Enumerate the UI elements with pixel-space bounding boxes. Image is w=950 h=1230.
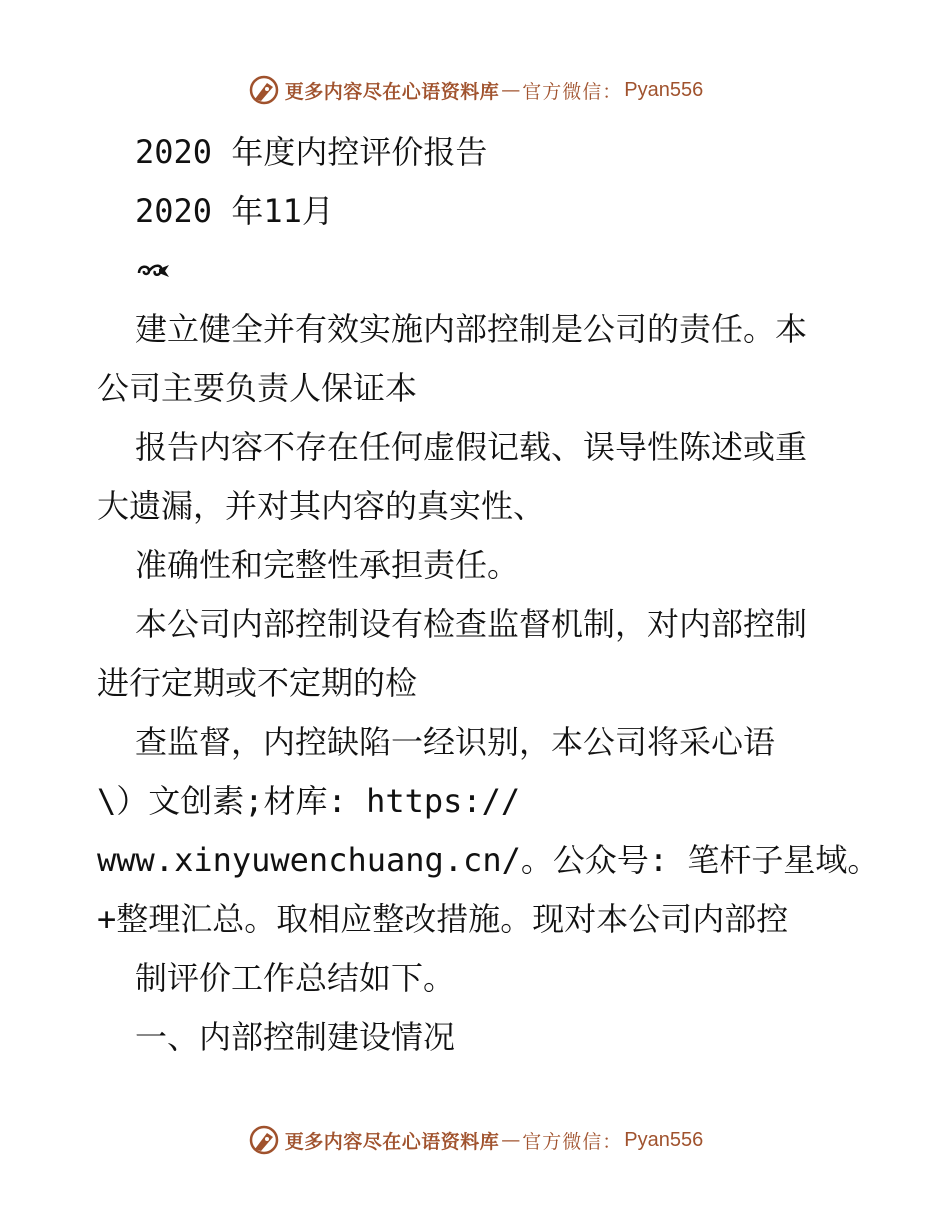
paragraph-line: +整理汇总。取相应整改措施。现对本公司内部控 [97, 900, 789, 938]
paragraph-line: 建立健全并有效实施内部控制是公司的责任。本 [135, 310, 808, 348]
fleuron-ornament-icon [135, 259, 171, 283]
doc-title: 2020 年度内控评价报告 [135, 133, 488, 171]
paragraph-line: 进行定期或不定期的检 [97, 664, 418, 702]
footer-watermark [0, 1120, 950, 1160]
watermark-separator: — [501, 1129, 521, 1151]
watermark-separator: — [501, 79, 521, 101]
watermark-wechat-id: Pyan556 [624, 1128, 704, 1151]
watermark-wechat-id: Pyan556 [624, 78, 704, 101]
pen-nib-logo-icon [247, 1123, 281, 1157]
pen-nib-logo-icon [247, 73, 281, 107]
watermark-wechat-label: 官方微信： [522, 1130, 623, 1153]
paragraph-line: 制评价工作总结如下。 [135, 959, 456, 997]
document-body [97, 123, 880, 1067]
watermark-text: 更多内容尽在心语资料库 [284, 80, 500, 103]
section-heading: 一、内部控制建设情况 [135, 1018, 456, 1056]
paragraph-line: 查监督，内控缺陷一经识别，本公司将采心语 [135, 723, 776, 761]
watermark-wechat-label: 官方微信： [522, 80, 623, 103]
watermark-text: 更多内容尽在心语资料库 [284, 1130, 500, 1153]
paragraph-line: 本公司内部控制设有检查监督机制，对内部控制 [135, 605, 808, 643]
paragraph-line: 报告内容不存在任何虚假记载、误导性陈述或重 [135, 428, 808, 466]
paragraph-line: 公司主要负责人保证本 [97, 369, 418, 407]
header-watermark [0, 70, 950, 110]
doc-date: 2020 年11月 [135, 192, 334, 230]
paragraph-line: 大遗漏，并对其内容的真实性、 [97, 487, 546, 525]
paragraph-line: 准确性和完整性承担责任。 [135, 546, 520, 584]
ornament-divider [97, 241, 877, 300]
paragraph-line: \）文创素;材库: https:// [97, 782, 521, 820]
paragraph-line: www.xinyuwenchuang.cn/。公众号: 笔杆子星域。 [97, 841, 880, 879]
